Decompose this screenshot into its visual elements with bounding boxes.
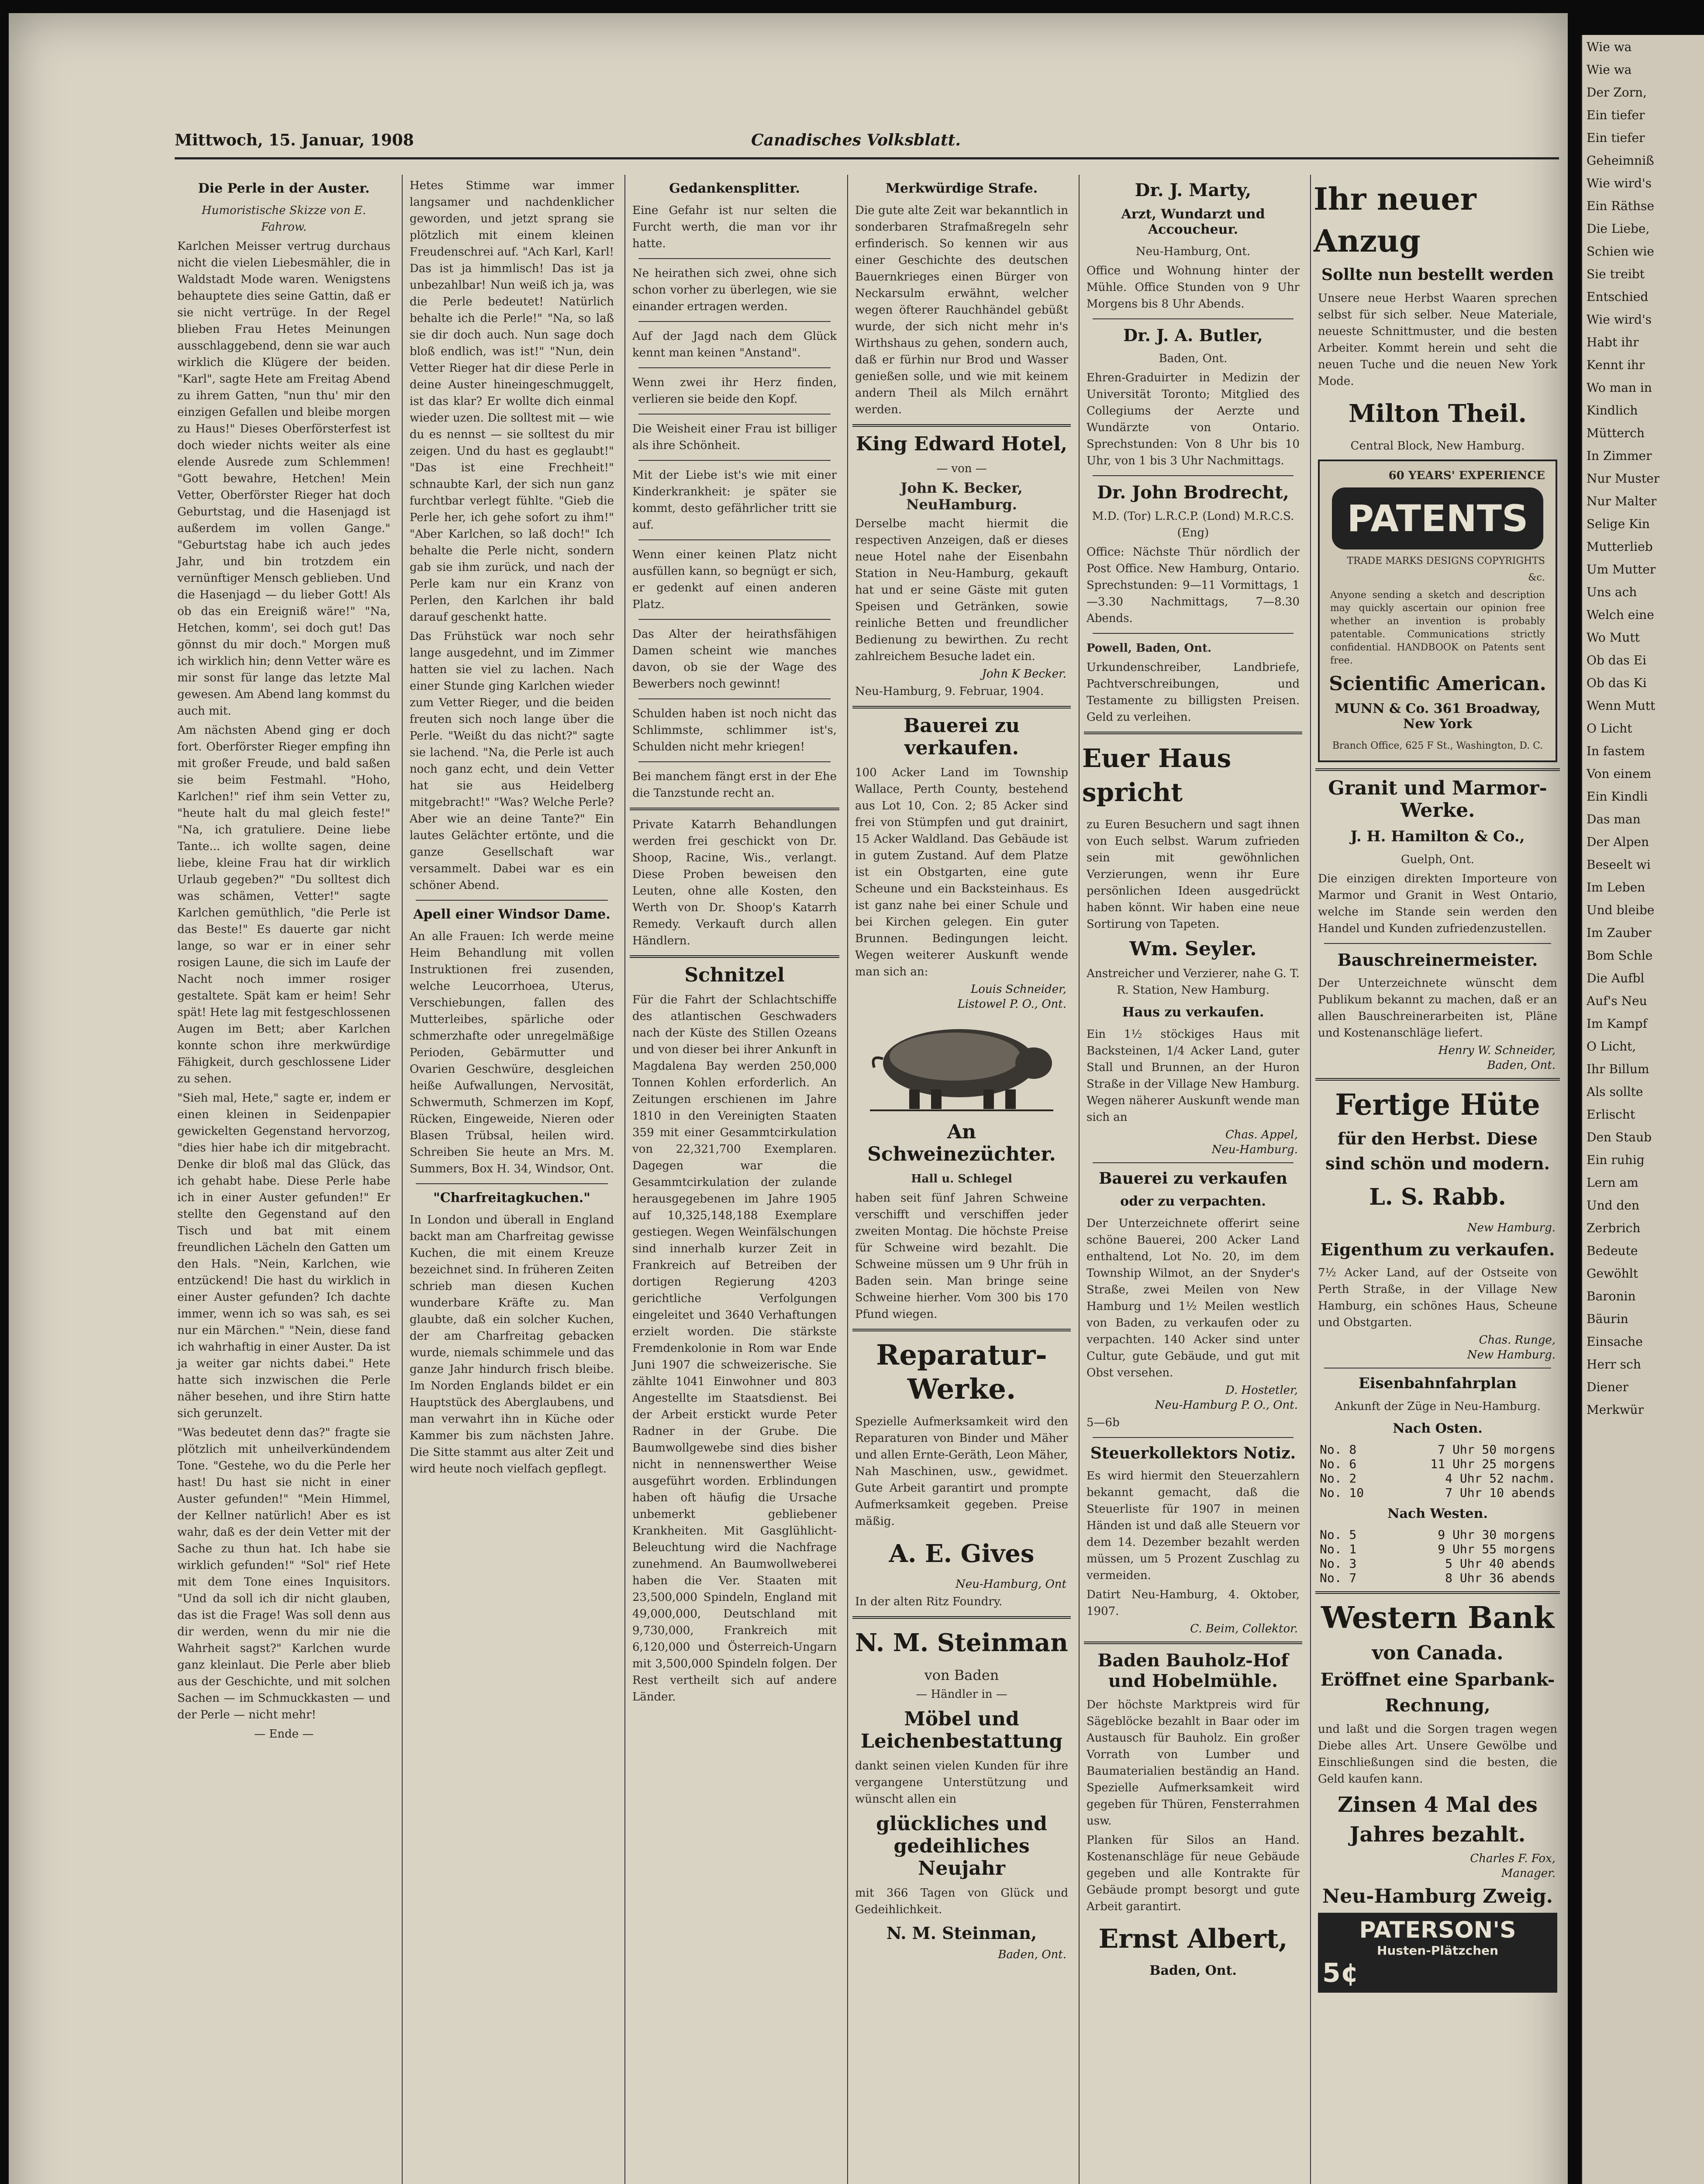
butler-text: Ehren-Graduirter in Medizin der Universität Toronto; Mitglied des Collegiums der Aerzte und Wundärzte von Ontario. Sprechstunden: Von 8 Uhr bis 10 Uhr, von 1 bis 3 Uhr Nachmittags. bbox=[1087, 371, 1300, 467]
munn-branch: Branch Office, 625 F St., Washington, D. C. bbox=[1332, 740, 1543, 751]
timetable-row bbox=[1320, 1556, 1556, 1571]
next-page-line: Wo Mutt bbox=[1587, 630, 1640, 645]
divider bbox=[1315, 1078, 1560, 1081]
patents-text: Anyone sending a sketch and description may quickly ascertain our opinion free whether an invention is probably patentable. Communications strictly confidential. HANDBOOK on Patents sent free. bbox=[1330, 590, 1545, 666]
house-sale-title: Haus zu verkaufen. bbox=[1122, 1005, 1264, 1020]
seyler-sub: Anstreicher und Verzierer, nahe G. T. R. Station, New Hamburg. bbox=[1087, 967, 1300, 997]
aphorism: Auf der Jagd nach dem Glück kennt man keinen "Anstand". bbox=[632, 330, 837, 359]
divider bbox=[638, 258, 831, 259]
next-page-line: Nur Malter bbox=[1587, 494, 1657, 508]
next-page-line: Bedeute bbox=[1587, 1244, 1638, 1258]
butler-place: Baden, Ont. bbox=[1159, 352, 1228, 365]
pig-ad-sub: Hall u. Schlegel bbox=[911, 1172, 1012, 1185]
timetable-row bbox=[1320, 1571, 1556, 1585]
column-6 bbox=[1310, 175, 1564, 2184]
aphorism: Eine Gefahr ist nur selten die Furcht werth, die man vor ihr hatte. bbox=[632, 204, 837, 250]
next-page-line: O Licht bbox=[1587, 721, 1632, 736]
tax-notice-title: Steuerkollektors Notiz. bbox=[1090, 1444, 1296, 1462]
divider bbox=[638, 619, 831, 620]
hats-ad-line-2: für den Herbst. Diese bbox=[1337, 1129, 1538, 1148]
next-page-line: Baronin bbox=[1587, 1289, 1636, 1303]
next-page-line: O Licht, bbox=[1587, 1039, 1636, 1054]
next-page-line: Den Staub bbox=[1587, 1130, 1652, 1144]
story-continued-2: Das Frühstück war noch sehr lange ausgedehnt, und im Zimmer hatten sie viel zu lachen. Nach einer Stunde ging Karlchen wieder zum Vetter Rieger, und die beiden freuten sich noch lange über die Perle. "Weißt du das nicht?" sagte sie lachend. "Na, die Perle ist auch noch ganz echt, und dein Vetter hat sie aus Heidelberg mitgebracht!" "Was? Welche Perle? Aber wie an deine Tante?" Ein lautes Gelächter ertönte, und die ganze Gesellschaft war versammelt. Dabei war es ein schöner Abend. bbox=[410, 630, 614, 892]
hotel-owner: John K. Becker, NeuHamburg. bbox=[900, 480, 1023, 513]
divider bbox=[630, 955, 839, 958]
brodrecht-degrees: M.D. (Tor) L.R.C.P. (Lond) M.R.C.S. (Eng) bbox=[1092, 510, 1294, 539]
pig-ad-title: An Schweinezüchter. bbox=[867, 1121, 1056, 1165]
granite-owner: J. H. Hamilton & Co., bbox=[1350, 828, 1525, 845]
timetable-sub: Ankunft der Züge in Neu-Hamburg. bbox=[1335, 1400, 1541, 1413]
next-page-line: Und den bbox=[1587, 1198, 1639, 1213]
timetable-row bbox=[1320, 1527, 1556, 1542]
carpenter-text: Der Unterzeichnete wünscht dem Publikum bekannt zu machen, daß er an allen Bauschreinerarbeiten ist, Pläne und Kostenanschläge liefert. bbox=[1318, 977, 1557, 1040]
story-text-3: "Sieh mal, Hete," sagte er, indem er einen kleinen in Seidenpapier gewickelten Gegenstand hervorzog, "dies hier habe ich dir mitgebracht. Denke dir bloß mal das Glück, das ich gehabt habe. Diese Perle habe ich in einer Auster gefunden!" Er stellte den Gegenstand auf den Tisch und bat mit einem freundlichen Lächeln den Gatten um den Hals. "Nein, Karlchen, wie entzückend! Die hast du wirklich in einer Auster gefunden? Ich dachte immer, wenn ich so was sah, es sei nur ein Märchen." "Nein, diese fand ich wahrhaftig in einer Auster. Da ist ja weiter gar nichts dabei." Hete hatte sich inzwischen die Perle näher besehen, und ihre Stirn hatte sich gerunzelt. bbox=[177, 1092, 390, 1420]
manager-name: Charles F. Fox, bbox=[1470, 1852, 1556, 1865]
hotel-text: Derselbe macht hiermit die respectiven Anzeigen, daß er dieses neue Hotel nahe der Eisenbahn Station in Neu-Hamburg, gekauft hat und er seine Gäste mit guten Speisen und Getränken, sowie reinliche Betten und freundlicher Bedienung zu bewirthen. Zu recht zahlreichem Besuche ladet ein. bbox=[855, 517, 1068, 663]
aphorism: Das Alter der heirathsfähigen Damen scheint wie manches davon, ob sie der Wage des Bewerbers noch gewinnt! bbox=[632, 628, 837, 691]
next-page-line: Einsache bbox=[1587, 1334, 1643, 1349]
divider bbox=[1093, 318, 1294, 319]
theil-place: Central Block, New Hamburg. bbox=[1350, 439, 1525, 453]
powell-text: Urkundenschreiber, Landbriefe, Pachtverschreibungen, und Testamente zu billigsten Preisen. Geld zu verleihen. bbox=[1087, 661, 1300, 724]
next-page-line: Das man bbox=[1587, 812, 1641, 826]
carpenter-place: Baden, Ont. bbox=[1487, 1059, 1556, 1072]
next-page-line: Uns ach bbox=[1587, 585, 1637, 599]
suit-ad-line-1: Ihr neuer bbox=[1314, 181, 1476, 217]
issue-date: Mittwoch, 15. Januar, 1908 bbox=[175, 131, 414, 149]
scientific-american: Scientific American. bbox=[1329, 673, 1546, 695]
good-friday-text: In London und überall in England backt man am Charfreitag gewisse Kuchen, die mit einem Kreuze bezeichnet sind. In früheren Zeiten schrieb man diesen Kuchen wunderbare Kräfte zu. Man glaubte, daß ein solcher Kuchen, der am Charfreitag gebacken wurde, niemals schimmele und das ganze Jahr hindurch frisch bleibe. Im Norden Englands bildet er ein Hauptstück des Aberglaubens, und man verwahrt ihn in Küche oder Kammer bis zum nächsten Jahre. Die Sitte stammt aus alter Zeit und wird heute noch vielfach gepflegt. bbox=[410, 1213, 614, 1476]
next-page-line: Gewöhlt bbox=[1587, 1266, 1638, 1281]
property-sale-signature: Chas. Runge, bbox=[1479, 1334, 1556, 1347]
next-page-line: Selige Kin bbox=[1587, 517, 1650, 531]
house-sale-text: Ein 1½ stöckiges Haus mit Backsteinen, 1/4 Acker Land, guter Stall und Brunnen, an der Huron Straße in der Village New Hamburg. Wegen näherer Auskunft wende man sich an bbox=[1087, 1028, 1300, 1124]
divider bbox=[1093, 633, 1294, 634]
next-page-line: Der Alpen bbox=[1587, 835, 1649, 849]
granite-text: Die einzigen direkten Importeure von Marmor und Granit in West Ontario, welche im Stande sein werden den Handel und Kunden zufriedenzustellen. bbox=[1318, 872, 1557, 935]
paterson-price: 5¢ bbox=[1322, 1958, 1359, 1988]
manager-title: Manager. bbox=[1501, 1867, 1556, 1880]
schnitzel-title: Schnitzel bbox=[684, 964, 785, 986]
farm-sale-title: Bauerei zu verkaufen. bbox=[904, 715, 1020, 759]
divider bbox=[1084, 732, 1302, 734]
divider bbox=[1315, 768, 1560, 771]
next-page-line: Ein tiefer bbox=[1587, 108, 1645, 122]
divider bbox=[1093, 475, 1294, 476]
albert-name: Ernst Albert, bbox=[1098, 1924, 1288, 1954]
aphorisms-title: Gedankensplitter. bbox=[669, 181, 800, 196]
next-page-line: Wie wa bbox=[1587, 62, 1632, 77]
next-page-line: Um Mutter bbox=[1587, 562, 1656, 577]
suit-ad-text: Unsere neue Herbst Waaren sprechen selbst für sich selber. Neue Materiale, neueste Schnittmuster, und die besten Arbeiter. Kommt herein und seht die neuen Tuche und die neuen New York Mode. bbox=[1318, 292, 1557, 388]
farm-rent-text: Der Unterzeichnete offerirt seine schöne Bauerei, 200 Acker Land enthaltend, Lot No. 20, im dem Township Wilmot, an der Snyder's Straße, zwei Meilen von New Hamburg und 1½ Meilen westlich von Baden, zu verkaufen oder zu verpachten. 140 Acker sind unter Cultur, gute Gebäude, und gut mit Obst versehen. bbox=[1087, 1217, 1300, 1379]
divider bbox=[1315, 1591, 1560, 1594]
branch-name: Neu-Hamburg Zweig. bbox=[1322, 1885, 1553, 1908]
repair-works-text: Spezielle Aufmerksamkeit wird den Reparaturen von Binder und Mäher und allen Ernte-Geräth, Leon Mäher, Nah Maschinen, usw., gewidmet. Gute Arbeit garantirt und prompte Aufmerksamkeit gegeben. Preise mäßig. bbox=[855, 1415, 1068, 1528]
farm-rent-place: Neu-Hamburg P. O., Ont. bbox=[1155, 1399, 1298, 1412]
train-time: 7 Uhr 50 morgens bbox=[1438, 1442, 1556, 1457]
next-page-line: Die Aufbl bbox=[1587, 971, 1645, 985]
patents-marks: TRADE MARKS DESIGNS COPYRIGHTS &c. bbox=[1347, 556, 1545, 583]
hats-ad-line-3: sind schön und modern. bbox=[1325, 1154, 1550, 1173]
steinman-text: dankt seinen vielen Kunden für ihre vergangene Unterstützung und wünscht allen ein bbox=[855, 1759, 1068, 1806]
masthead bbox=[175, 131, 1559, 159]
next-page-strip bbox=[1581, 35, 1704, 2184]
steinman-wish: glückliches und gedeihliches Neujahr bbox=[876, 1813, 1047, 1880]
divider bbox=[638, 539, 831, 540]
timetable-row bbox=[1320, 1457, 1556, 1471]
catarrh-ad: Private Katarrh Behandlungen werden frei geschickt von Dr. Shoop, Racine, Wis., verlangt. Diese Proben beweisen den Leuten, ohne alle Kosten, den Werth von Dr. Shoop's Katarrh Remedy. Verkauft durch allen Händlern. bbox=[632, 818, 837, 947]
bank-sub: von Canada. bbox=[1372, 1642, 1504, 1664]
good-friday-title: "Charfreitagkuchen." bbox=[433, 1190, 590, 1206]
divider bbox=[1093, 1162, 1294, 1163]
next-page-line: Bom Schle bbox=[1587, 948, 1653, 963]
train-number: No. 6 bbox=[1320, 1457, 1357, 1471]
powell-name: Powell, Baden, Ont. bbox=[1087, 642, 1212, 655]
appeal-title: Apell einer Windsor Dame. bbox=[413, 907, 611, 922]
hotel-von: — von — bbox=[936, 462, 987, 475]
property-sale-place: New Hamburg. bbox=[1467, 1348, 1556, 1362]
next-page-line: Bäurin bbox=[1587, 1312, 1628, 1326]
next-page-line: Wie wird's bbox=[1587, 176, 1652, 190]
marty-text: Office und Wohnung hinter der Mühle. Office Stunden von 9 Uhr Morgens bis 8 Uhr Abends. bbox=[1087, 264, 1300, 311]
next-page-line: Geheimniß bbox=[1587, 153, 1654, 168]
repair-works-title: Reparatur-Werke. bbox=[876, 1339, 1047, 1406]
train-time: 5 Uhr 40 abends bbox=[1445, 1556, 1556, 1571]
bank-name: Western Bank bbox=[1321, 1600, 1555, 1635]
next-page-line: Entschied bbox=[1587, 290, 1649, 304]
divider bbox=[852, 1329, 1071, 1331]
next-page-line: Ihr Billum bbox=[1587, 1062, 1649, 1076]
timetable-east: Nach Osten. bbox=[1393, 1421, 1483, 1436]
train-time: 11 Uhr 25 morgens bbox=[1430, 1457, 1556, 1471]
aphorism: Wenn einer keinen Platz nicht ausfüllen kann, so begnügt er sich, er gedenkt auf einen anderen Platz. bbox=[632, 548, 837, 611]
next-page-line: Ein ruhig bbox=[1587, 1153, 1645, 1167]
next-page-line: Wie wird's bbox=[1587, 312, 1652, 327]
hotel-signature: John K Becker. bbox=[982, 667, 1066, 681]
next-page-line: Wenn Mutt bbox=[1587, 698, 1656, 713]
brodrecht-text: Office: Nächste Thür nördlich der Post Office. New Hamburg, Ontario. Sprechstunden: 9—11 Vormittags, 1—3.30 Nachmittags, 7—8.30 Abends. bbox=[1087, 546, 1300, 625]
schnitzel-text: Für die Fahrt der Schlachtschiffe des atlantischen Geschwaders nach der Küste des Stillen Ozeans und von dieser bei ihrer Ankunft in Magdalena Bay werden 250,000 Tonnen Kohlen erforderlich. An Zeitungen erschienen im Jahre 1810 in den Vereinigten Staaten 359 mit einer Gesammtcirkulation von 22,321,700 Exemplaren. Dagegen war die Gesammtcirkulation der zulande herausgegebenen im Jahre 1905 auf 10,325,148,188 Exemplare gestiegen. Wegen Weinfälschungen sind innerhalb kurzer Zeit in Frankreich auf Betreiben der dortigen Regierung 4203 gerichtliche Verfolgungen eingeleitet und 3640 Verhaftungen erzielt worden. Die stärkste Fremdenkolonie in Rom war Ende Juni 1907 die schweizerische. Sie zählte 1041 Einwohner und 803 Angestellte im Staatsdienst. Bei der Arbeit erstickt wurde Peter Radner in der Grube. Die Baumwollgewebe sind dies bisher nicht in nennenswerther Weise ausgeführt worden. Erblindungen haben oft häufig die Ursache unbemerkt gebliebener Krankheiten. Mit Gasglühlicht-Beleuchtung wird die Nachfrage zunehmend. An Baumwollweberei haben die Ver. Staaten mit 23,500,000 Spindeln, England mit 49,000,000, Deutschland mit 9,730,000, Frankreich mit 6,120,000 und Österreich-Ungarn mit 3,500,000 Spindeln folgen. Der Rest vertheilt sich auf andere Länder. bbox=[632, 993, 837, 1704]
next-page-line: Ob das Ki bbox=[1587, 676, 1647, 690]
steinman-goods: Möbel und Leichenbestattung bbox=[860, 1708, 1063, 1752]
farm-rent-number: 5—6b bbox=[1087, 1416, 1120, 1429]
steinman-text-2: mit 366 Tagen von Glück und Gedeihlichkeit. bbox=[855, 1887, 1068, 1916]
lumber-title: Baden Bauholz-Hof und Hobelmühle. bbox=[1097, 1650, 1289, 1691]
next-page-line: Wo man in bbox=[1587, 380, 1652, 395]
carpenter-title: Bauschreinermeister. bbox=[1337, 950, 1538, 970]
steinman-place: Baden, Ont. bbox=[998, 1948, 1066, 1961]
granite-title: Granit und Marmor-Werke. bbox=[1328, 777, 1547, 822]
story-subtitle: Humoristische Skizze von E. Fahrow. bbox=[201, 204, 366, 234]
timetable-row bbox=[1320, 1471, 1556, 1486]
timetable-west: Nach Westen. bbox=[1387, 1506, 1488, 1521]
train-time: 7 Uhr 10 abends bbox=[1445, 1486, 1556, 1500]
strange-punishment-text: Die gute alte Zeit war bekanntlich in sonderbaren Strafmaßregeln sehr erfinderisch. So kennen wir aus einer Geschichte des deutschen Bauernkrieges einen Bürger von Neckarsulm erwähnt, welcher wegen öfterer Rauchhändel gebüßt wurde, der sich nicht mehr in's Wirthshaus zu gehen, sondern auch, daß er fürhin nur Brod und Wasser genießen solle, und wie mit keinem andern Theil als Milch ernährt werden. bbox=[855, 204, 1068, 416]
divider bbox=[852, 424, 1071, 427]
next-page-line: In Zimmer bbox=[1587, 449, 1652, 463]
marty-name: Dr. J. Marty, bbox=[1135, 180, 1252, 200]
albert-place: Baden, Ont. bbox=[1149, 1963, 1237, 1978]
next-page-line: Als sollte bbox=[1587, 1085, 1643, 1099]
story-end: — Ende — bbox=[254, 1728, 314, 1741]
divider bbox=[416, 900, 608, 901]
next-page-line: Auf's Neu bbox=[1587, 994, 1647, 1008]
column-5 bbox=[1079, 175, 1307, 2184]
divider bbox=[638, 321, 831, 322]
story-title: Die Perle in der Auster. bbox=[198, 181, 370, 196]
steinman-von: von Baden bbox=[924, 1667, 999, 1683]
divider bbox=[638, 761, 831, 762]
next-page-lines bbox=[1582, 37, 1704, 1420]
farm-sale-text: 100 Acker Land im Township Wallace, Perth County, bestehend aus Lot 10, Con. 2; 85 Acker sind frei von Stümpfen und gut drainirt, 15 Acker Waldland. Das Gebäude ist in gutem Zustand. Auf dem Platze ist ein Obstgarten, eine gute Scheune und ein Backsteinhaus. Es ist ganz nahe bei einer Schule und bei Kirchen gelegen. Ein guter Brunnen. Bedingungen leicht. Wegen weiterer Auskunft wende man sich an: bbox=[855, 766, 1068, 978]
property-sale-title: Eigenthum zu verkaufen. bbox=[1320, 1240, 1555, 1259]
timetable-west-rows bbox=[1320, 1527, 1556, 1585]
marty-profession: Arzt, Wundarzt und Accoucheur. bbox=[1121, 207, 1265, 237]
column-4 bbox=[847, 175, 1075, 2184]
munn-address: MUNN & Co. 361 Broadway, New York bbox=[1335, 701, 1541, 732]
hotel-date: Neu-Hamburg, 9. Februar, 1904. bbox=[855, 685, 1044, 698]
train-number: No. 7 bbox=[1320, 1571, 1357, 1585]
story-continued: Hetes Stimme war immer langsamer und nachdenklicher geworden, und jetzt sprang sie plötzlich mit einem kleinen Freudenschrei auf. "Ach Karl, Karl! Das ist ja himmlisch! Das ist ja unbezahlbar! Nun weiß ich ja, was die Perle bedeutet! Natürlich behalte ich die Perle!" "Na, so laß sie dir doch auch. Nun sage doch bloß endlich, was ist!" "Nun, dein Vetter Rieger hat dir diese Perle in deine Auster hineingeschmuggelt, ist das klar? Er wollte dich einmal wieder uzen. Die solltest mit — wie du es nennst — sie solltest du mir zeigen. Und du hast es geglaubt!" "Das ist eine Frechheit!" schnaubte Karl, der sich nun ganz furchtbar verlegt fühlte. "Gieb die Perle her, ich gehe sofort zu ihm!" "Aber Karlchen, so laß doch!" Ich behalte die Perle nicht, sondern gab sie ihm zurück, und nach der Perle kam nur ein Kranz von Perlen, den Karlchen ihr bald darauf geschenkt hatte. bbox=[410, 179, 614, 624]
savings-line-2: Rechnung, bbox=[1385, 1695, 1490, 1716]
divider bbox=[638, 367, 831, 368]
divider bbox=[638, 414, 831, 415]
aphorism: Ne heirathen sich zwei, ohne sich schon vorher zu überlegen, wie sie einander ertragen werden. bbox=[632, 267, 837, 313]
property-sale-text: 7½ Acker Land, auf der Ostseite von Perth Straße, in der Village New Hamburg, ein schönes Haus, Scheune und Obstgarten. bbox=[1318, 1266, 1557, 1329]
next-page-line: Ein tiefer bbox=[1587, 131, 1645, 145]
column-3 bbox=[624, 175, 844, 2184]
next-page-line: Schien wie bbox=[1587, 244, 1654, 259]
aphorism: Die Weisheit einer Frau ist billiger als ihre Schönheit. bbox=[632, 422, 837, 452]
granite-place: Guelph, Ont. bbox=[1401, 853, 1474, 866]
train-time: 9 Uhr 30 morgens bbox=[1438, 1527, 1556, 1542]
next-page-line: Der Zorn, bbox=[1587, 85, 1647, 100]
theil-name: Milton Theil. bbox=[1348, 399, 1527, 428]
next-page-line: Zerbrich bbox=[1587, 1221, 1641, 1235]
patents-logo: PATENTS bbox=[1332, 487, 1543, 549]
newspaper-page bbox=[9, 13, 1568, 2184]
patents-years: 60 YEARS' EXPERIENCE bbox=[1388, 469, 1545, 482]
next-page-line: Wie wa bbox=[1587, 40, 1632, 54]
house-sale-signature: Chas. Appel, bbox=[1225, 1128, 1298, 1141]
next-page-line: Im Kampf bbox=[1587, 1016, 1647, 1031]
carpenter-signature: Henry W. Schneider, bbox=[1438, 1044, 1556, 1057]
next-page-line: Mütterch bbox=[1587, 426, 1645, 440]
tax-notice-text: Es wird hiermit den Steuerzahlern bekannt gemacht, daß die Steuerliste für 1907 in meinen Händen ist und daß alle Steuern vor dem 14. Dezember bezahlt werden müssen, um 5 Prozent Zuschlag zu vermeiden. bbox=[1087, 1469, 1300, 1582]
pig-ad-text: haben seit fünf Jahren Schweine verschifft und verschiffen jeder zweiten Montag. Die höchste Preise für Schweine wird bezahlt. Die Schweine müssen um 9 Uhr früh in Baden sein. Man bringe seine Schweine hierher. Vom 300 bis 170 Pfund wiegen. bbox=[855, 1192, 1068, 1321]
butler-name: Dr. J. A. Butler, bbox=[1123, 325, 1263, 345]
suit-ad-line-3: Sollte nun bestellt werden bbox=[1321, 266, 1554, 284]
rabb-name: L. S. Rabb. bbox=[1369, 1184, 1506, 1210]
suit-ad-line-2: Anzug bbox=[1314, 223, 1421, 259]
story-text-4: "Was bedeutet denn das?" fragte sie plötzlich mit unheilverkündendem Tone. "Gestehe, wo du die Perle her hast! Du hast sie nicht in einer Auster gefunden!" "Mein Himmel, der Kellner natürlich! Aber es ist wahr, daß es der dein Vetter mit der Sache zu thun hat. Ich habe sie wirklich gefunden!" "Sol" rief Hete mit dem Tone eines Inquisitors. "Und da soll ich dir nicht glauben, das ist die Frage! Was soll denn aus dir werden, wenn du mir nie die Wahrheit sagst?" Karlchen wurde ganz kleinlaut. Die Perle aber blieb aus der Geschichte, und mit solchen Sachen — im Schmuckkasten — und der Perle — nicht mehr! bbox=[177, 1426, 390, 1721]
paterson-sub: Husten-Plätzchen bbox=[1376, 1943, 1499, 1958]
column-2 bbox=[402, 175, 621, 2184]
train-time: 4 Uhr 52 nachm. bbox=[1445, 1471, 1556, 1486]
aphorism: Mit der Liebe ist's wie mit einer Kinderkrankheit: je später sie kommt, desto gefährlicher tritt sie auf. bbox=[632, 469, 837, 532]
gives-name: A. E. Gives bbox=[889, 1539, 1035, 1568]
next-page-line: Mutterlieb bbox=[1587, 539, 1653, 554]
farm-rent-title: Bauerei zu verkaufen bbox=[1099, 1169, 1287, 1188]
house-speaks-title: Euer Haus spricht bbox=[1082, 743, 1231, 807]
next-page-line: Im Zauber bbox=[1587, 926, 1652, 940]
farm-rent-sub: oder zu verpachten. bbox=[1120, 1194, 1266, 1209]
rabb-place: New Hamburg. bbox=[1467, 1221, 1556, 1234]
divider bbox=[1324, 943, 1551, 944]
strange-punishment-title: Merkwürdige Strafe. bbox=[885, 181, 1038, 196]
seyler-name: Wm. Seyler. bbox=[1129, 938, 1257, 960]
divider bbox=[638, 460, 831, 461]
aphorism: Bei manchem fängt erst in der Ehe die Tanzstunde recht an. bbox=[632, 770, 837, 800]
next-page-line: Lern am bbox=[1587, 1175, 1638, 1190]
divider bbox=[1093, 1437, 1294, 1438]
brodrecht-name: Dr. John Brodrecht, bbox=[1097, 482, 1289, 503]
aphorism: Schulden haben ist noch nicht das Schlimmste, schlimmer ist's, Schulden nicht mehr kriegen! bbox=[632, 707, 837, 753]
interest-line-2: Jahres bezahlt. bbox=[1349, 1822, 1526, 1847]
next-page-line: Welch eine bbox=[1587, 608, 1654, 622]
train-number: No. 3 bbox=[1320, 1556, 1357, 1571]
timetable-title: Eisenbahnfahrplan bbox=[1358, 1375, 1517, 1392]
next-page-line: Die Liebe, bbox=[1587, 221, 1650, 236]
aphorism: Wenn zwei ihr Herz finden, verlieren sie beide den Kopf. bbox=[632, 376, 837, 406]
next-page-line: Merkwür bbox=[1587, 1403, 1644, 1417]
next-page-line: Kindlich bbox=[1587, 403, 1638, 418]
next-page-line: Habt ihr bbox=[1587, 335, 1639, 349]
train-number: No. 8 bbox=[1320, 1442, 1357, 1457]
next-page-line: Diener bbox=[1587, 1380, 1628, 1394]
next-page-line: Von einem bbox=[1587, 767, 1652, 781]
train-number: No. 10 bbox=[1320, 1486, 1364, 1500]
house-sale-place: Neu-Hamburg. bbox=[1211, 1143, 1298, 1156]
divider bbox=[630, 808, 839, 810]
paper-title: Canadisches Volksblatt. bbox=[751, 131, 961, 149]
divider bbox=[416, 1183, 608, 1184]
train-time: 9 Uhr 55 morgens bbox=[1438, 1542, 1556, 1556]
farm-sale-signature: Louis Schneider, bbox=[970, 983, 1066, 996]
house-speaks-text: zu Euren Besuchern und sagt ihnen von Euch selbst. Warum zufrieden sein mit gewöhnlichen Verzierungen, wenn ihr Eure persönlichen Ideen ausgedrückt haben könnt. Wir haben eine neue Sortirung von Tapeten. bbox=[1087, 818, 1300, 931]
next-page-line: Kennt ihr bbox=[1587, 358, 1645, 372]
lumber-text-2: Planken für Silos an Hand. Kostenanschläge für neue Gebäude gegeben und alle Kontrakte für Gebäude prompt besorgt und gute Arbeit garantirt. bbox=[1087, 1834, 1300, 1913]
story-text: Karlchen Meisser vertrug durchaus nicht die vielen Liebesmähler, die in Waldstadt Mode waren. Wenigstens behauptete dies seine Gattin, daß er sie nicht vertrüge. In der Regel blieben Frau Hetes Meinungen ausschlaggebend, denn sie war auch wirklich die Klügere der beiden. "Karl", sagte Hete am Freitag Abend zu ihrem Gatten, "nun thu' mir den einzigen Gefallen und bleibe morgen zu Haus!" Dieses Oberförsterfest ist doch wieder nichts weiter als eine elende Ausrede zum Schlemmen! "Gott bewahre, Hetchen! Mein Vetter, Oberförster Rieger hat doch Geburtstag, und die Hasenjagd ist außerdem im vollen Gange." "Geburtstag habe ich auch jedes Jahr, und bin trotzdem ein vernünftiger Mensch geblieben. Und die Hasenjagd — du lieber Gott! Als ob das ein Ereigniß wäre!" "Na, Hetchen, komm', sei doch gut! Das gönnst du mir doch." Morgen muß ich wirklich hin; denn Vetter wäre es mir sonst für lange das letzte Mal gewesen. Am Abend lang kommst du auch mit. bbox=[177, 240, 390, 718]
paterson-name: PATERSON'S bbox=[1359, 1917, 1516, 1943]
savings-line-1: Eröffnet eine Sparbank- bbox=[1320, 1669, 1555, 1690]
pig-illustration bbox=[861, 1015, 1062, 1116]
train-time: 8 Uhr 36 abends bbox=[1445, 1571, 1556, 1585]
next-page-line: Im Leben bbox=[1587, 880, 1645, 895]
timetable-row bbox=[1320, 1442, 1556, 1457]
next-page-line: Ob das Ei bbox=[1587, 653, 1647, 667]
appeal-text: An alle Frauen: Ich werde meine Heim Behandlung mit vollen Instruktionen frei zusenden, welche Leucorrhoea, Uterus, Verschiebungen, fallen des Mutterleibes, spärliche oder schmerzhafte oder unregelmäßige Perioden, Gebärmutter und Ovarien Geschwüre, desgleichen heiße Aufwallungen, Nervosität, Schwermuth, Schmerzen im Kopf, Rücken, Eingeweide, Nieren oder Blasen Trübsal, heilen wird. Schreiben Sie heute an Mrs. M. Summers, Box H. 34, Windsor, Ont. bbox=[410, 930, 614, 1175]
timetable-row bbox=[1320, 1542, 1556, 1556]
train-number: No. 1 bbox=[1320, 1542, 1357, 1556]
next-page-line: Herr sch bbox=[1587, 1357, 1641, 1372]
divider bbox=[1084, 1641, 1302, 1644]
lumber-text: Der höchste Marktpreis wird für Sägeblöcke bezahlt in Baar oder im Austausch für Bauholz. Ein großer Vorrath von Lumber und Baumaterialien beständig an Hand. Spezielle Aufmerksamkeit wird gegeben für Thüren, Fensterrahmen usw. bbox=[1087, 1698, 1300, 1828]
next-page-line: Erlischt bbox=[1587, 1107, 1635, 1122]
divider bbox=[638, 698, 831, 699]
next-page-line: Und bleibe bbox=[1587, 903, 1655, 917]
next-page-line: In fastem bbox=[1587, 744, 1645, 758]
next-page-line: Nur Muster bbox=[1587, 471, 1660, 486]
savings-text: und laßt und die Sorgen tragen wegen Diebe alles Art. Unsere Gewölbe und Einschließungen sind die besten, die Geld kaufen kann. bbox=[1318, 1723, 1557, 1786]
column-1 bbox=[170, 175, 397, 2184]
tax-notice-signature: C. Beim, Collektor. bbox=[1190, 1622, 1298, 1635]
gives-sub: In der alten Ritz Foundry. bbox=[855, 1595, 1003, 1608]
steinman-signature: N. M. Steinman, bbox=[886, 1923, 1037, 1943]
tax-notice-date: Datirt Neu-Hamburg, 4. Oktober, 1907. bbox=[1087, 1588, 1300, 1618]
next-page-line: Ein Kindli bbox=[1587, 789, 1648, 804]
steinman-name: N. M. Steinman bbox=[855, 1628, 1068, 1657]
interest-line-1: Zinsen 4 Mal des bbox=[1338, 1793, 1538, 1817]
gives-place: Neu-Hamburg, Ont bbox=[955, 1578, 1066, 1591]
divider bbox=[852, 706, 1071, 708]
farm-rent-signature: D. Hostetler, bbox=[1225, 1384, 1298, 1397]
timetable-east-rows bbox=[1320, 1442, 1556, 1500]
next-page-line: Ein Räthse bbox=[1587, 199, 1654, 213]
hotel-name: King Edward Hotel, bbox=[855, 433, 1068, 455]
paterson-logo bbox=[1318, 1913, 1557, 1993]
divider bbox=[852, 1616, 1071, 1619]
train-number: No. 5 bbox=[1320, 1527, 1357, 1542]
patents-ad bbox=[1318, 460, 1557, 762]
next-page-line: Sie treibt bbox=[1587, 267, 1645, 281]
story-text-2: Am nächsten Abend ging er doch fort. Oberförster Rieger empfing ihn mit großer Freude, und bald saßen sie beim Festmahl. "Hoho, Karlchen!" rief ihm sein Vetter zu, "heute halt du mal gleich feste!" "Na, ich gratuliere. Deine liebe Tante... ich wollte sagen, deine liebe, kleine Frau hat dir wirklich Urlaub gegeben?" "Du solltest dich was schämen, Vetter!" sagte Karlchen gemüthlich, "die Perle ist das Beste!" Es dauerte gar nicht lange, so war er in einer sehr rosigen Laune, die sich im Laufe der Nacht noch immer rosiger gestaltete. Spät kam er heim! Sehr spät! Hete lag mit festgeschlossenen Augen im Bett; aber Karlchen konnte schon ihre merkwürdige Fähigkeit, durch geschlossene Lider zu sehen. bbox=[177, 724, 390, 1085]
farm-sale-place: Listowel P. O., Ont. bbox=[957, 998, 1066, 1011]
next-page-line: Beseelt wi bbox=[1587, 857, 1651, 872]
steinman-haendler: — Händler in — bbox=[916, 1688, 1007, 1701]
hats-ad-line-1: Fertige Hüte bbox=[1335, 1088, 1540, 1122]
train-number: No. 2 bbox=[1320, 1471, 1357, 1486]
timetable-row bbox=[1320, 1486, 1556, 1500]
marty-place: Neu-Hamburg, Ont. bbox=[1135, 245, 1251, 258]
